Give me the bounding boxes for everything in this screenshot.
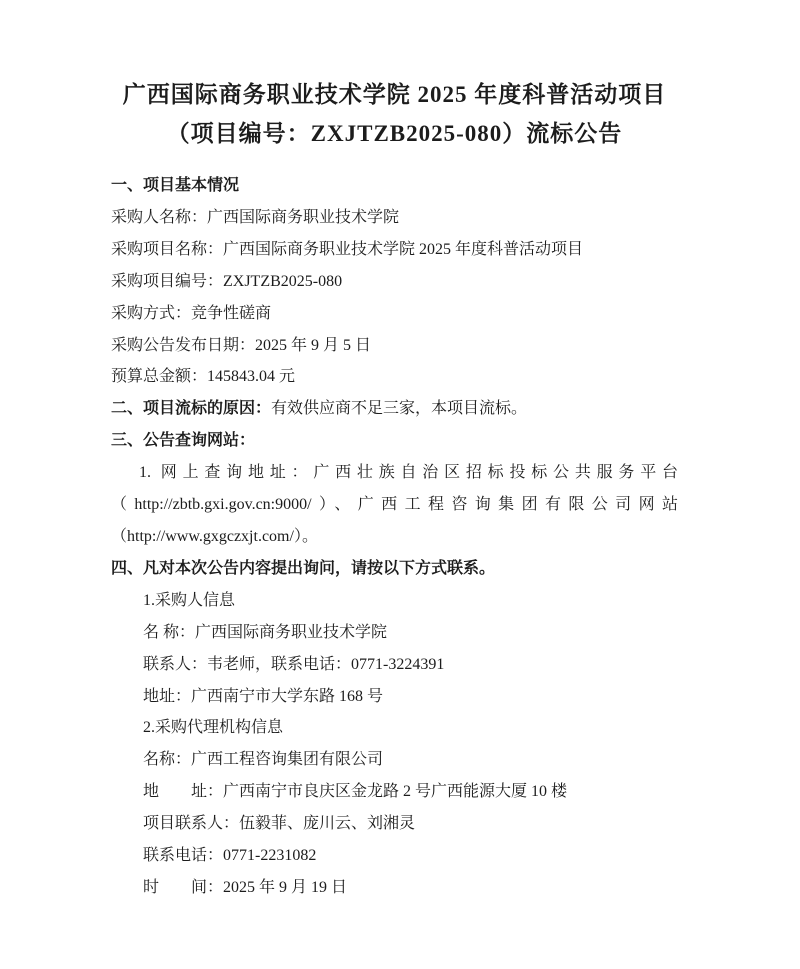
budget-amount-line: 预算总金额：145843.04 元 — [111, 368, 296, 386]
announcement-date-line: 采购公告发布日期：2025 年 9 月 5 日 — [111, 336, 372, 354]
agency-info-heading: 2.采购代理机构信息 — [143, 719, 284, 737]
query-site-line-1: 1. 网上查询地址：广西壮族自治区招标投标公共服务平台 — [139, 464, 678, 482]
procurement-method-line: 采购方式：竞争性磋商 — [111, 304, 272, 322]
section-4-heading: 四、凡对本次公告内容提出询问，请按以下方式联系。 — [111, 559, 496, 577]
section-2-heading: 二、项目流标的原因： — [111, 400, 272, 418]
agency-name-line: 名称：广西工程咨询集团有限公司 — [143, 751, 384, 769]
query-site-line-2: （http://zbtb.gxi.gov.cn:9000/）、广西工程咨询集团有限公司网站 — [111, 496, 678, 514]
announcement-time-line: 时 间：2025 年 9 月 19 日 — [143, 878, 348, 896]
agency-address-line: 地 址：广西南宁市良庆区金龙路 2 号广西能源大厦 10 楼 — [143, 783, 568, 801]
query-site-line-3: （http://www.gxgczxjt.com/）。 — [111, 527, 318, 545]
purchaser-contact-line: 联系人：韦老师，联系电话：0771-3224391 — [143, 655, 445, 673]
project-name-line: 采购项目名称：广西国际商务职业技术学院 2025 年度科普活动项目 — [111, 240, 584, 258]
doc-body — [111, 170, 678, 904]
purchaser-name-line: 采购人名称：广西国际商务职业技术学院 — [111, 208, 400, 226]
purchaser-address-line: 地址：广西南宁市大学东路 168 号 — [143, 687, 384, 705]
project-number-line: 采购项目编号：ZXJTZB2025-080 — [111, 272, 343, 290]
doc-title-line-1: 广西国际商务职业技术学院 2025 年度科普活动项目 — [122, 82, 667, 107]
purchaser-info-heading: 1.采购人信息 — [143, 591, 236, 609]
section-1-heading: 一、项目基本情况 — [111, 177, 240, 194]
agency-contacts-line: 项目联系人：伍毅菲、庞川云、刘湘灵 — [143, 815, 416, 833]
agency-phone-line: 联系电话：0771-2231082 — [143, 847, 317, 865]
doc-title-line-2: （项目编号：ZXJTZB2025-080）流标公告 — [166, 121, 623, 146]
doc-title — [111, 75, 678, 153]
section-3-heading: 三、公告查询网站： — [111, 432, 256, 450]
section-2-line — [111, 393, 678, 425]
purchaser-info-name-line: 名 称：广西国际商务职业技术学院 — [143, 623, 388, 641]
failed-bid-reason: 有效供应商不足三家，本项目流标。 — [271, 400, 528, 418]
